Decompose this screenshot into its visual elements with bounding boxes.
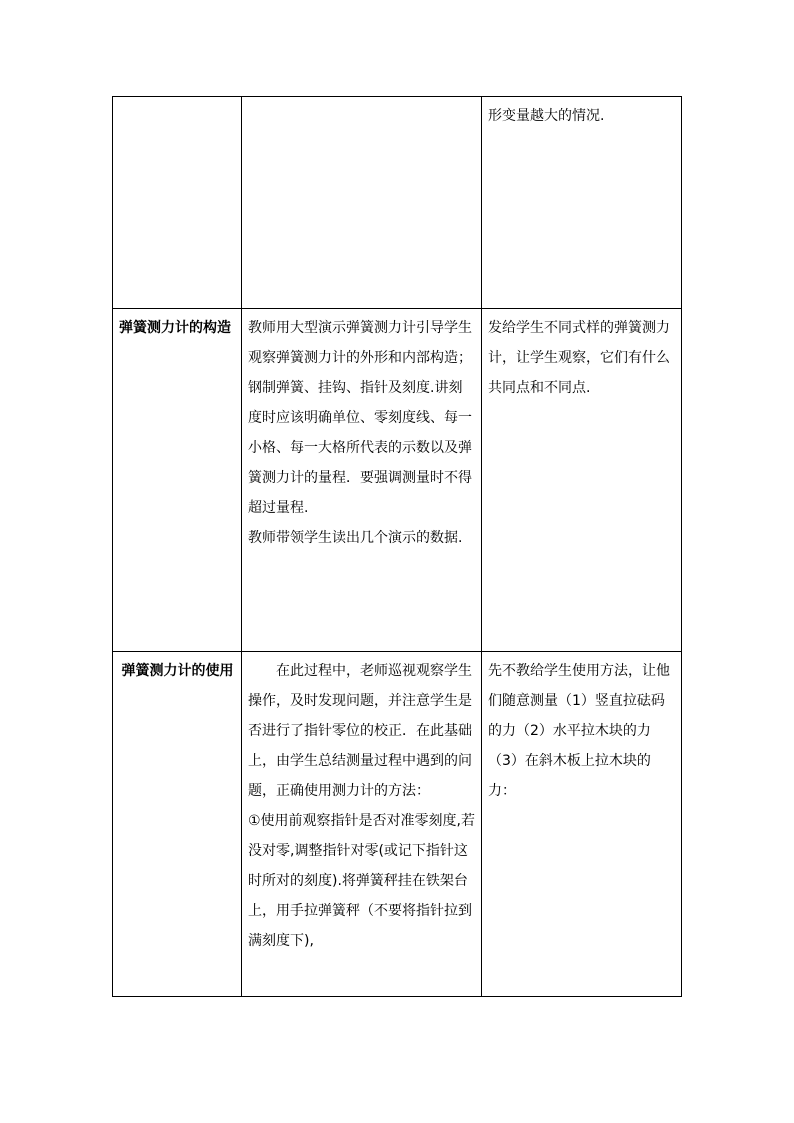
teacher-activity-paragraph: 在此过程中，老师巡视观察学生操作，及时发现问题，并注意学生是否进行了指针零位的校正．在此基础上，由学生总结测量过程中遇到的问题，正确使用测力计的方法： xyxy=(248,663,472,799)
teacher-activity-paragraph: 教师带领学生读出几个演示的数据. xyxy=(248,530,463,546)
student-activity-cell xyxy=(482,97,682,309)
teacher-activity-cell xyxy=(242,652,482,997)
topic-label: 弹簧测力计的构造 xyxy=(119,320,231,336)
topic-cell xyxy=(113,309,242,652)
teacher-activity-paragraph: ①使用前观察指针是否对准零刻度,若没对零,调整指针对零(或记下指针这时所对的刻度).将弹簧秤挂在铁架台上，用手拉弹簧秤（不要将指针拉到满刻度下), xyxy=(248,813,476,949)
teacher-activity-paragraph: 教师用大型演示弹簧测力计引导学生观察弹簧测力计的外形和内部构造；钢制弹簧、挂钩、指针及刻度.讲刻度时应该明确单位、零刻度线、每一小格、每一大格所代表的示数以及弹簧测力计的量程．要强调测量时不得超过量程. xyxy=(248,320,472,516)
student-activity-text: 先不教给学生使用方法，让他们随意测量（1）竖直拉砝码的力（2）水平拉木块的力（3）在斜木板上拉木块的力： xyxy=(488,663,670,799)
topic-cell xyxy=(113,97,242,309)
student-activity-cell xyxy=(482,652,682,997)
table-row xyxy=(113,652,682,997)
lesson-table xyxy=(112,96,682,997)
topic-label: 弹簧测力计的使用 xyxy=(121,663,234,679)
student-activity-text: 形变量越大的情况. xyxy=(488,108,605,124)
table-row xyxy=(113,97,682,309)
table-row xyxy=(113,309,682,652)
teacher-activity-cell xyxy=(242,309,482,652)
topic-cell xyxy=(113,652,242,997)
student-activity-text: 发给学生不同式样的弹簧测力计，让学生观察，它们有什么共同点和不同点. xyxy=(488,320,670,396)
student-activity-cell xyxy=(482,309,682,652)
teacher-activity-cell xyxy=(242,97,482,309)
